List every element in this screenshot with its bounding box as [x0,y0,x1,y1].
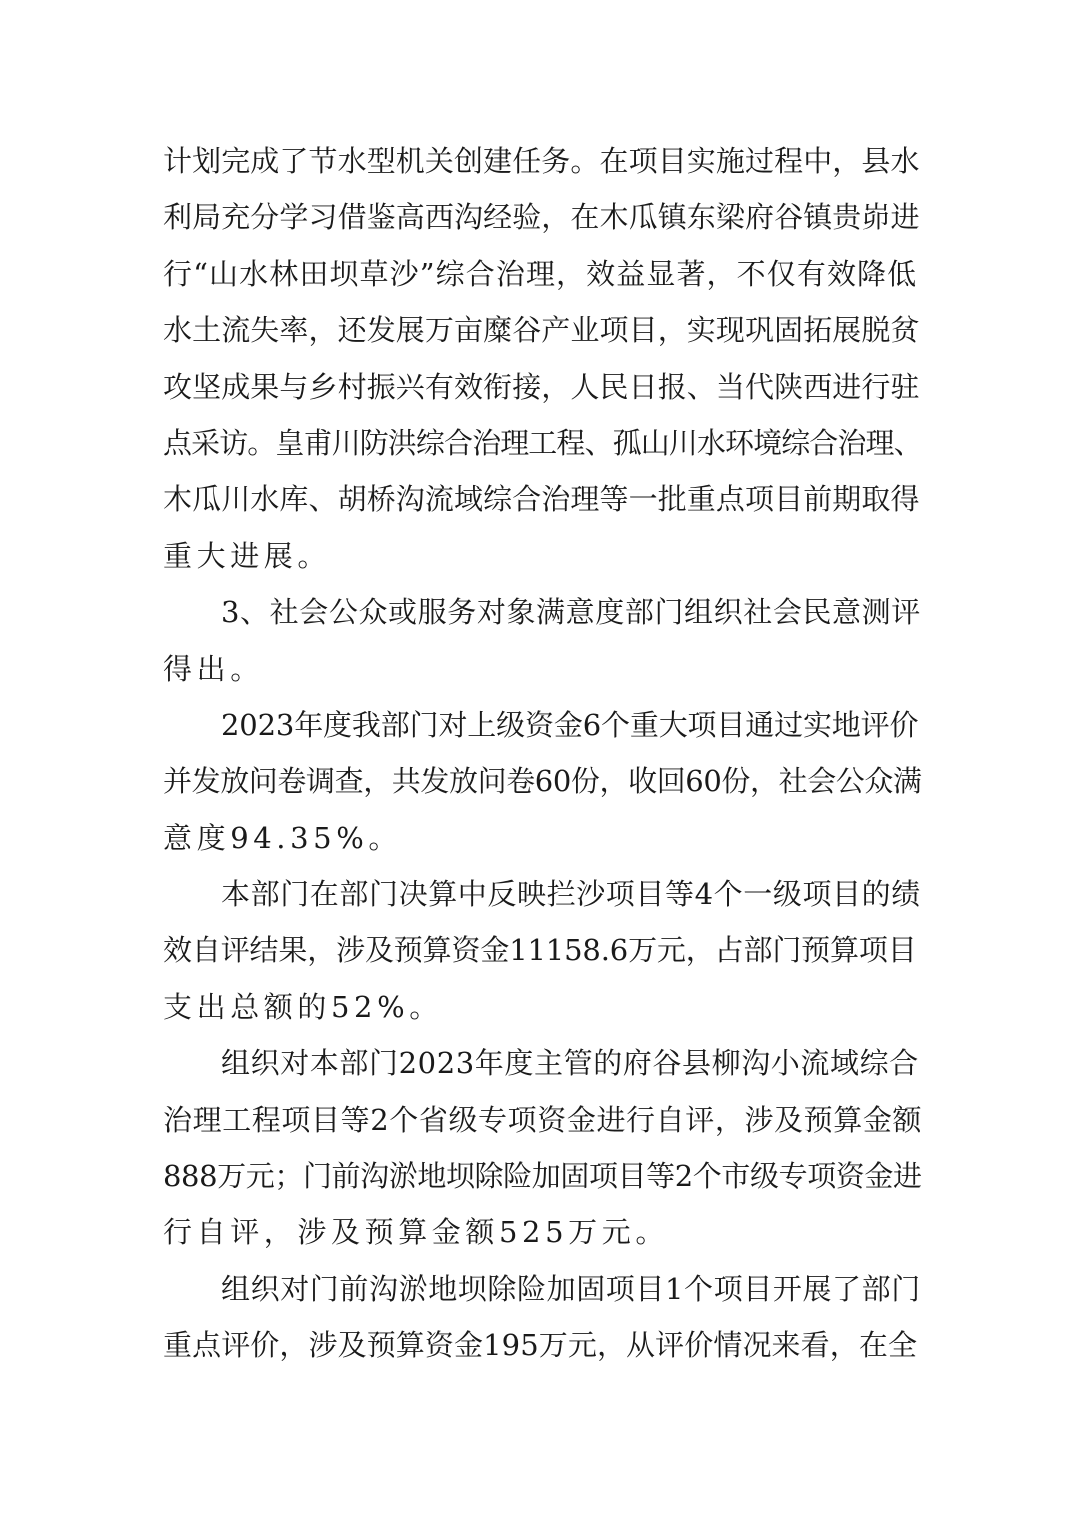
text-line: 计划完成了节水型机关创建任务。在项目实施过程中，县水 [163,144,920,178]
text-line: 木瓜川水库、胡桥沟流域综合治理等一批重点项目前期取得 [163,482,920,517]
paragraph-first-line: 3、社会公众或服务对象满意度部门组织社会民意测评 [221,595,921,630]
text-line: 行“山水林田坝草沙”综合治理，效益显著，不仅有效降低 [163,256,918,291]
text-line: 得出。 [163,651,264,686]
text-line: 攻坚成果与乡村振兴有效衔接，人民日报、当代陕西进行驻 [163,369,920,404]
text-line: 点采访。皇甫川防洪综合治理工程、孤山川水环境综合治理、 [163,425,922,460]
body-text [163,133,923,1374]
paragraph-first-line: 组织对本部门2023年度主管的府谷县柳沟小流域综合 [221,1046,919,1081]
text-line: 并发放问卷调查，共发放问卷60份，收回60份，社会公众满 [163,764,922,799]
paragraph-first-line: 2023年度我部门对上级资金6个重大项目通过实地评价 [221,707,919,742]
text-line: 重点评价，涉及预算资金195万元，从评价情况来看，在全 [163,1328,918,1363]
text-line: 支出总额的52%。 [163,989,443,1024]
text-line: 重大进展。 [163,538,332,573]
text-line: 效自评结果，涉及预算资金11158.6万元，占部门预算项目 [163,933,917,968]
text-line: 利局充分学习借鉴高西沟经验，在木瓜镇东梁府谷镇贵峁进 [163,200,920,235]
paragraph-first-line: 组织对门前沟淤地坝除险加固项目1个项目开展了部门 [221,1271,921,1306]
paragraph-first-line: 本部门在部门决算中反映拦沙项目等4个一级项目的绩 [221,877,921,912]
text-line: 意度94.35%。 [163,820,402,855]
text-line: 888万元；门前沟淤地坝除险加固项目等2个市级专项资金进 [163,1159,922,1194]
text-line: 水土流失率，还发展万亩糜谷产业项目，实现巩固拓展脱贫 [163,313,920,348]
text-line: 行自评，涉及预算金额525万元。 [163,1215,669,1250]
text-line: 治理工程项目等2个省级专项资金进行自评，涉及预算金额 [163,1102,923,1137]
